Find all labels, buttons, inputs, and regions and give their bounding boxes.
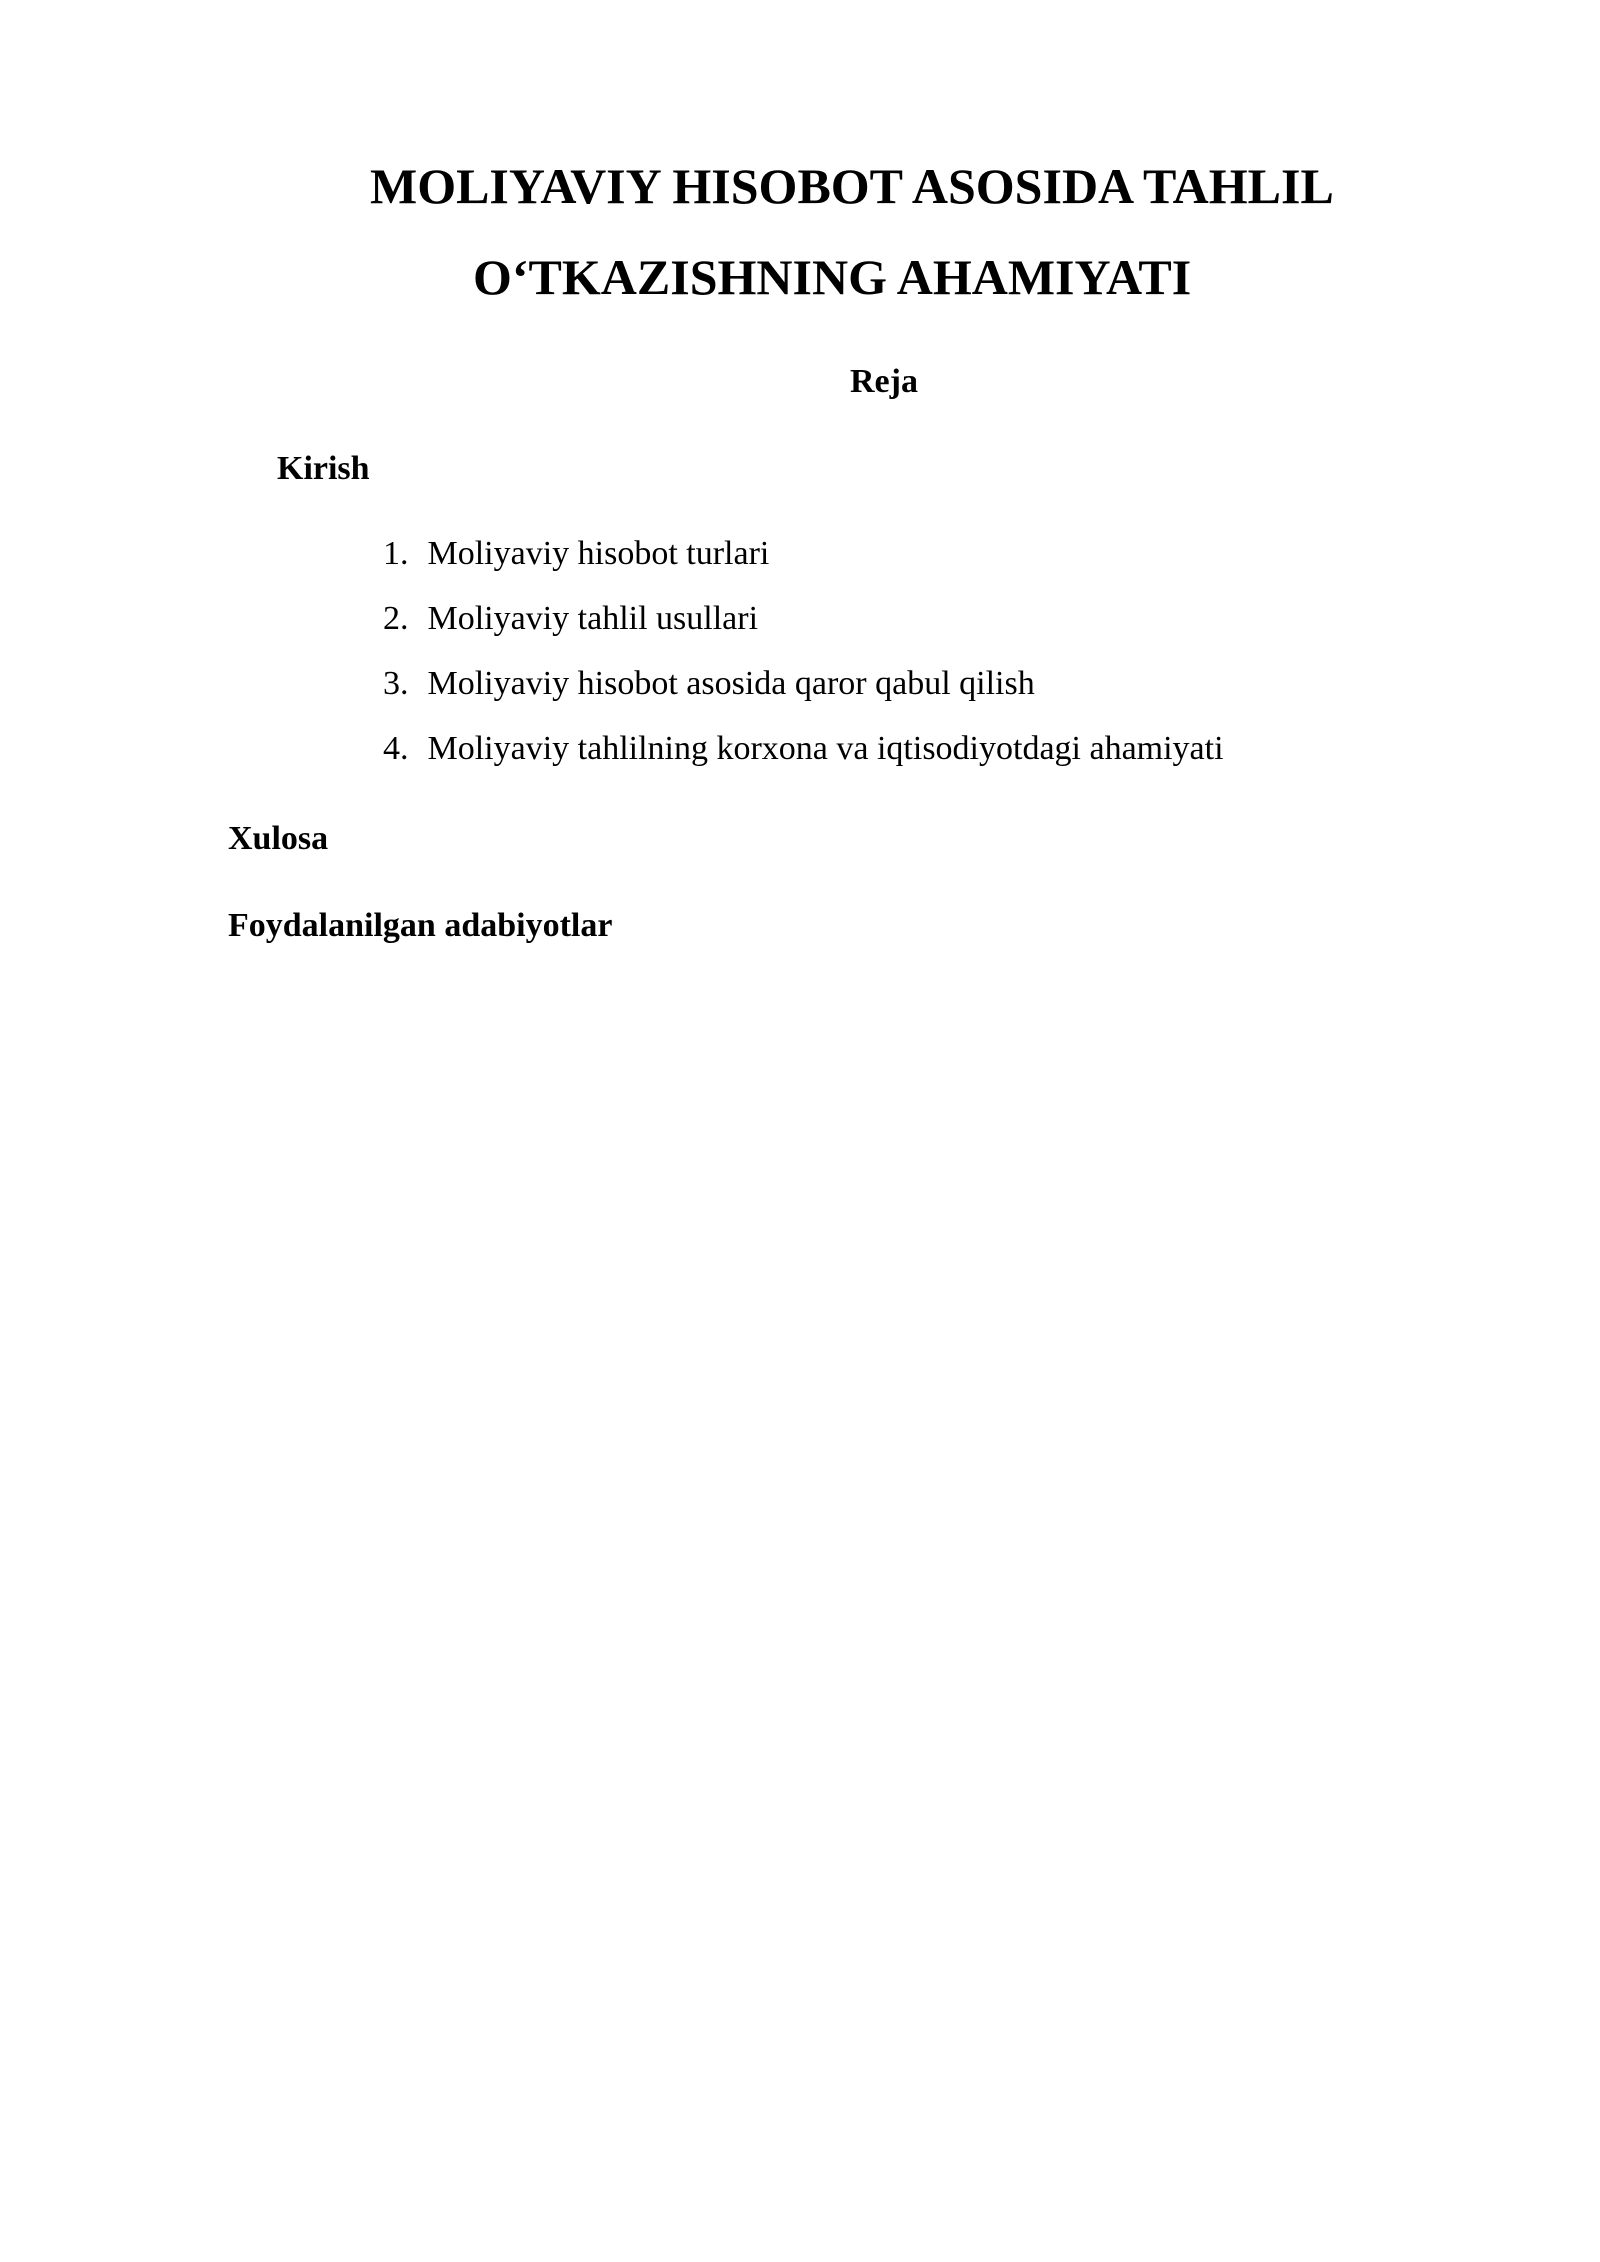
- plan-item-2: [383, 597, 1224, 662]
- conclusion-heading: Xulosa: [228, 820, 329, 857]
- plan-item-text: Moliyaviy hisobot turlari: [427, 535, 770, 572]
- plan-item-text: Moliyaviy tahlilning korxona va iqtisodiyotdagi ahamiyati: [427, 730, 1224, 767]
- document-title-line-1: MOLIYAVIY HISOBOT ASOSIDA TAHLIL: [370, 158, 1334, 214]
- plan-item-number: 4.: [383, 730, 409, 767]
- plan-item-4: [383, 727, 1224, 792]
- plan-item-3: [383, 662, 1224, 727]
- document-title-line-2: O‘TKAZISHNING AHAMIYATI: [473, 249, 1192, 305]
- plan-item-number: 2.: [383, 600, 409, 637]
- plan-heading: Reja: [850, 363, 918, 400]
- plan-item-1: [383, 532, 1224, 597]
- plan-list: [383, 532, 1224, 792]
- intro-heading: Kirish: [277, 450, 370, 487]
- references-heading: Foydalanilgan adabiyotlar: [228, 907, 613, 944]
- plan-item-number: 3.: [383, 665, 409, 702]
- plan-item-number: 1.: [383, 535, 409, 572]
- plan-item-text: Moliyaviy hisobot asosida qaror qabul qilish: [427, 665, 1035, 702]
- plan-item-text: Moliyaviy tahlil usullari: [427, 600, 759, 637]
